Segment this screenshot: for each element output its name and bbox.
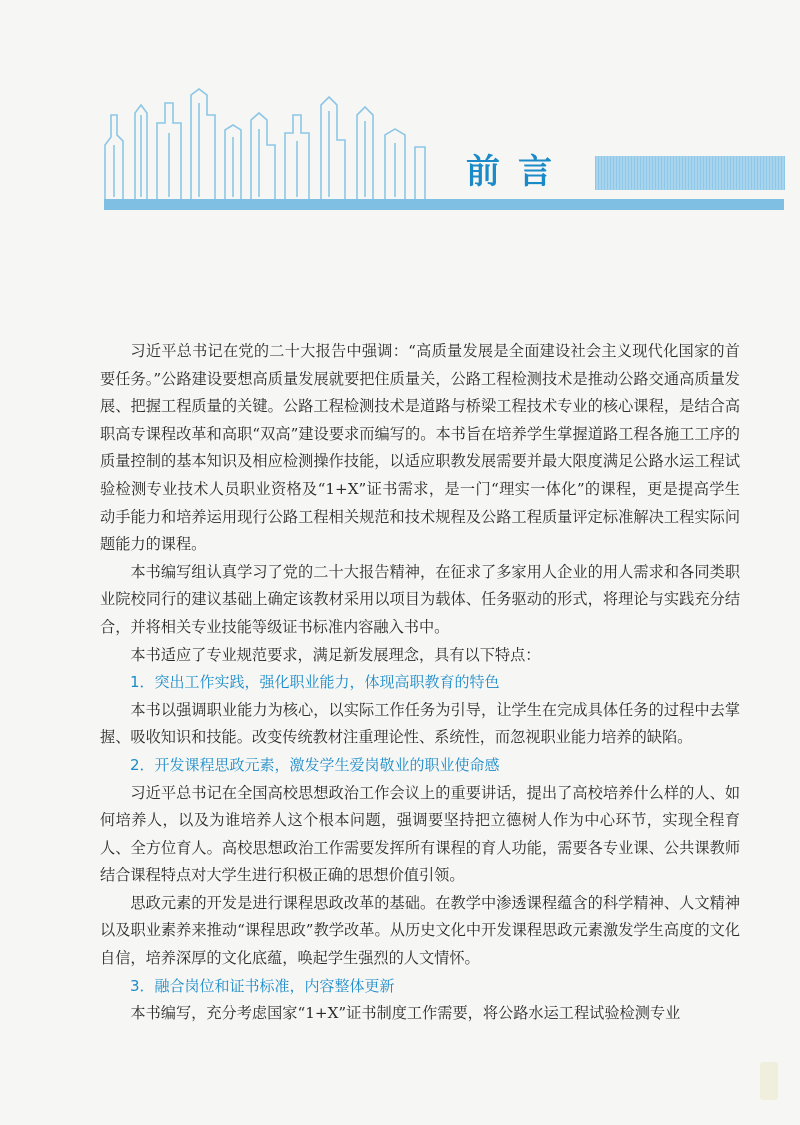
skyline-building xyxy=(321,97,345,200)
body-text xyxy=(100,338,740,1028)
paragraph: 本书适应了专业规范要求，满足新发展理念，具有以下特点： xyxy=(130,645,541,664)
section-heading: 2．开发课程思政元素，激发学生爱岗敬业的职业使命感 xyxy=(130,755,500,774)
section-heading: 1．突出工作实践，强化职业能力，体现高职教育的特色 xyxy=(130,673,500,692)
skyline-building xyxy=(415,147,425,200)
corner-decoration xyxy=(760,1062,778,1100)
paragraph: 本书编写，充分考虑国家“1+X”证书制度工作需要，将公路水运工程试验检测专业 xyxy=(130,1004,681,1023)
title-accent-block xyxy=(595,156,785,190)
section-heading: 3．融合岗位和证书标准，内容整体更新 xyxy=(130,976,395,995)
chapter-header xyxy=(0,0,800,230)
paragraph: 习近平总书记在全国高校思想政治工作会议上的重要讲话，提出了高校培养什么样的人、如何培养人，以及为谁培养人这个根本问题，强调要坚持把立德树人作为中心环节，实现全程育人、全方位育人。高校思想政治工作需要发挥所有课程的育人功能，需要各专业课、公共课教师结合课程特点对大学生进行积极正确的思想价值引领。 xyxy=(100,783,740,885)
paragraph: 本书编写组认真学习了党的二十大报告精神，在征求了多家用人企业的用人需求和各同类职业院校同行的建议基础上确定该教材采用以项目为载体、任务驱动的形式，将理论与实践充分结合，并将相关专业技能等级证书标准内容融入书中。 xyxy=(100,562,740,636)
skyline-illustration xyxy=(95,85,440,203)
paragraph: 思政元素的开发是进行课程思政改革的基础。在教学中渗透课程蕴含的科学精神、人文精神以及职业素养来推动“课程思政”教学改革。从历史文化中开发课程思政元素激发学生高度的文化自信，培养深厚的文化底蕴，唤起学生强烈的人文情怀。 xyxy=(100,893,740,968)
paragraph: 习近平总书记在党的二十大报告中强调：“高质量发展是全面建设社会主义现代化国家的首要任务。”公路建设要想高质量发展就要把住质量关，公路工程检测技术是推动公路交通高质量发展、把握工程质量的关键。公路工程检测技术是道路与桥梁工程技术专业的核心课程，是结合高职高专课程改革和高职“双高”建设要求而编写的。本书旨在培养学生掌握道路工程各施工工序的质量控制的基本知识及相应检测操作技能，以适应职教发展需要并最大限度满足公路水运工程试验检测专业技术人员职业资格及“1+X”证书需求，是一门“理实一体化”的课程，更是提高学生动手能力和培养运用现行公路工程相关规范和技术规程及公路工程质量评定标准解决工程实际问题能力的课程。 xyxy=(100,342,740,554)
page-title: 前言 xyxy=(466,152,570,192)
title-underline-bar xyxy=(104,199,784,210)
paragraph: 本书以强调职业能力为核心，以实际工作任务为引导，让学生在完成具体任务的过程中去掌握、吸收知识和技能。改变传统教材注重理论性、系统性，而忽视职业能力培养的缺陷。 xyxy=(100,700,740,747)
skyline-building xyxy=(251,113,275,200)
skyline-building xyxy=(191,89,215,200)
